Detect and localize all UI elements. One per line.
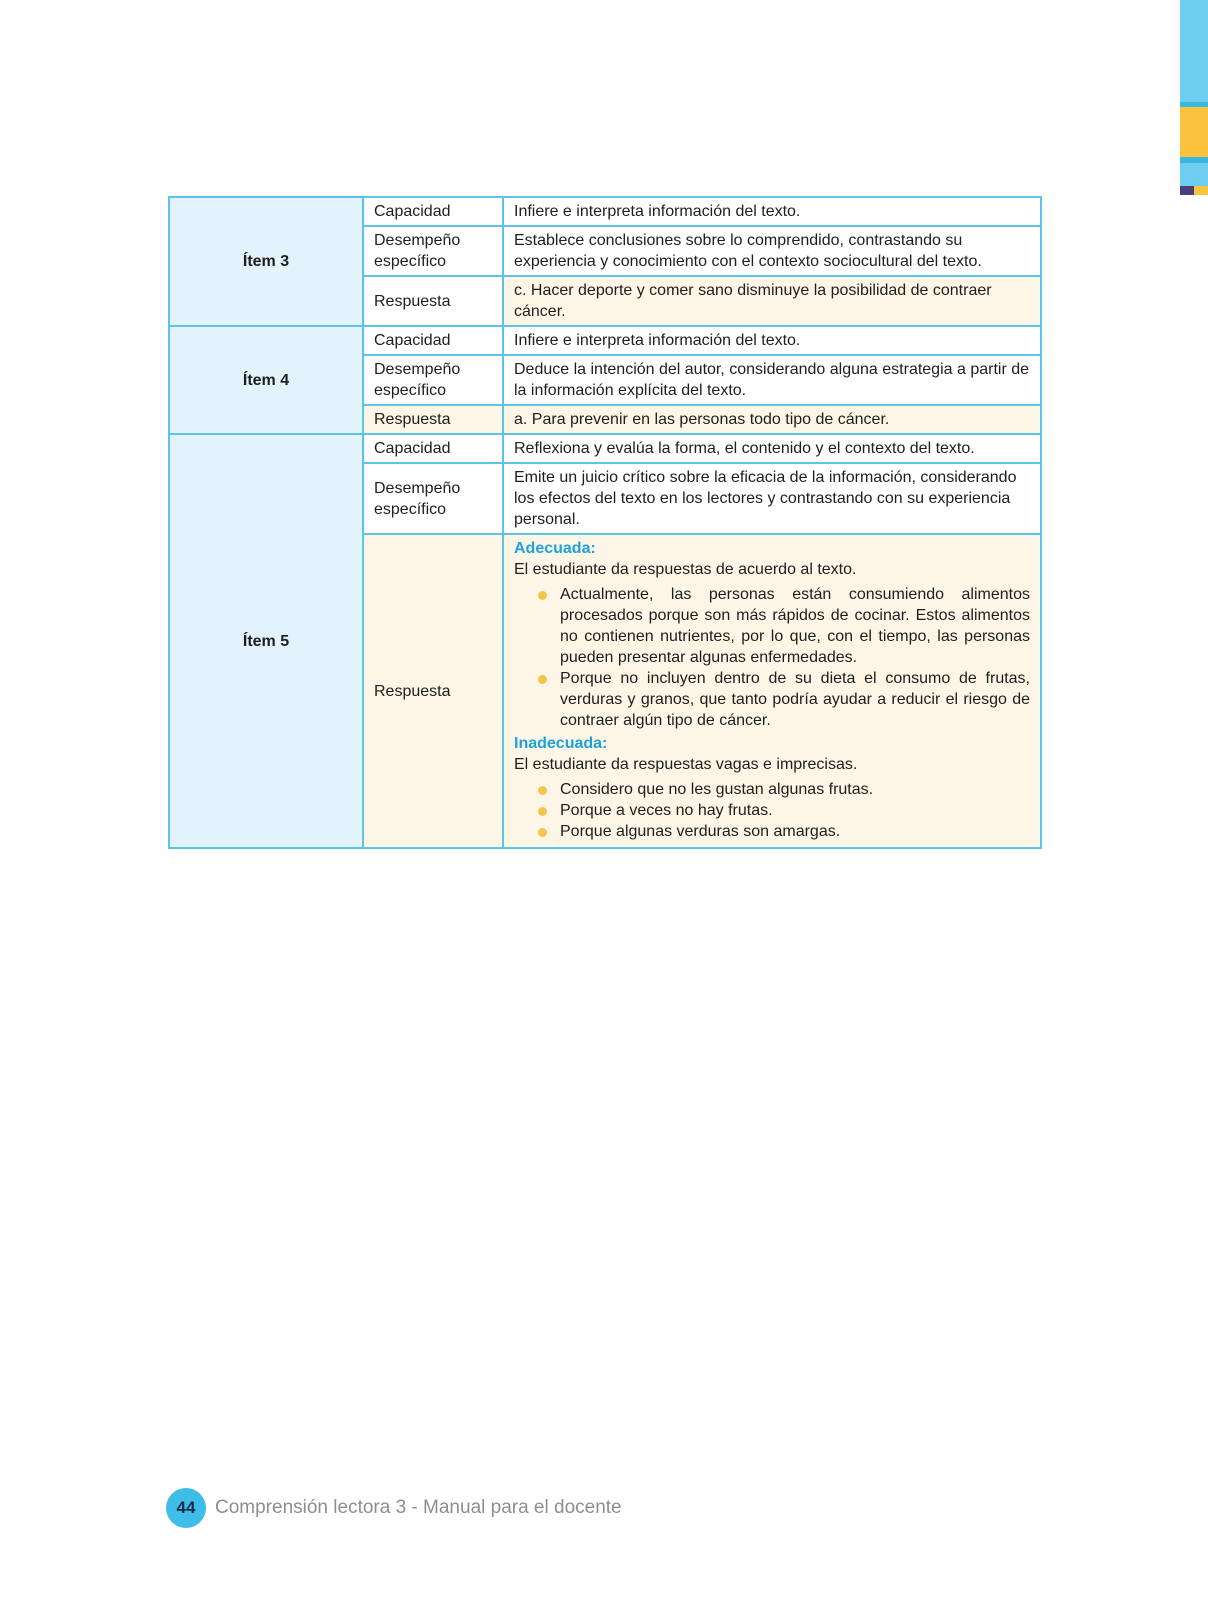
inadecuada-list <box>514 779 1030 842</box>
respuesta-text: c. Hacer deporte y comer sano disminuye la posibilidad de contraer cáncer. <box>503 276 1041 326</box>
capacidad-text: Reflexiona y evalúa la forma, el contenido y el contexto del texto. <box>503 434 1041 463</box>
inadecuada-heading: Inadecuada: <box>514 735 608 752</box>
respuesta-text: a. Para prevenir en las personas todo tipo de cáncer. <box>503 405 1041 434</box>
footer-title: Comprensión lectora 3 - Manual para el docente <box>215 1497 622 1518</box>
table-row <box>169 434 1041 463</box>
list-item: Porque a veces no hay frutas. <box>538 800 1030 821</box>
capacidad-label: Capacidad <box>363 326 503 355</box>
list-item: Porque algunas verduras son amargas. <box>538 821 1030 842</box>
desempeno-text: Deduce la intención del autor, considerando alguna estrategia a partir de la información explícita del texto. <box>503 355 1041 405</box>
table-row <box>169 197 1041 226</box>
item-4-label: Ítem 4 <box>169 326 363 434</box>
adecuada-heading: Adecuada: <box>514 540 596 557</box>
respuesta-detail <box>503 534 1041 848</box>
rubric-table <box>168 196 1042 849</box>
adecuada-intro: El estudiante da respuestas de acuerdo al texto. <box>514 561 857 578</box>
respuesta-label: Respuesta <box>363 405 503 434</box>
page-number-badge: 44 <box>166 1488 206 1528</box>
inadecuada-intro: El estudiante da respuestas vagas e imprecisas. <box>514 756 858 773</box>
desempeno-label: Desempeño específico <box>363 355 503 405</box>
capacidad-label: Capacidad <box>363 197 503 226</box>
list-item: Considero que no les gustan algunas frutas. <box>538 779 1030 800</box>
item-3-label: Ítem 3 <box>169 197 363 326</box>
capacidad-label: Capacidad <box>363 434 503 463</box>
capacidad-text: Infiere e interpreta información del texto. <box>503 326 1041 355</box>
item-5-label: Ítem 5 <box>169 434 363 848</box>
list-item: Porque no incluyen dentro de su dieta el consumo de frutas, verduras y granos, que tanto podría ayudar a reducir el riesgo de contraer algún tipo de cáncer. <box>538 668 1030 731</box>
desempeno-label: Desempeño específico <box>363 226 503 276</box>
respuesta-label: Respuesta <box>363 534 503 848</box>
capacidad-text: Infiere e interpreta información del texto. <box>503 197 1041 226</box>
desempeno-text: Emite un juicio crítico sobre la eficacia de la información, considerando los efectos del texto en los lectores y contrastando con su experiencia personal. <box>503 463 1041 534</box>
list-item: Actualmente, las personas están consumiendo alimentos procesados porque son más rápidos de cocinar. Estos alimentos no contienen nutrientes, por lo que, con el tiempo, las personas pueden presentar algunas enfermedades. <box>538 584 1030 668</box>
edge-color-tab <box>1180 0 1208 196</box>
table-row <box>169 326 1041 355</box>
respuesta-label: Respuesta <box>363 276 503 326</box>
desempeno-text: Establece conclusiones sobre lo comprendido, contrastando su experiencia y conocimiento con el contexto sociocultural del texto. <box>503 226 1041 276</box>
page-footer <box>166 1488 622 1528</box>
adecuada-list <box>514 584 1030 731</box>
desempeno-label: Desempeño específico <box>363 463 503 534</box>
